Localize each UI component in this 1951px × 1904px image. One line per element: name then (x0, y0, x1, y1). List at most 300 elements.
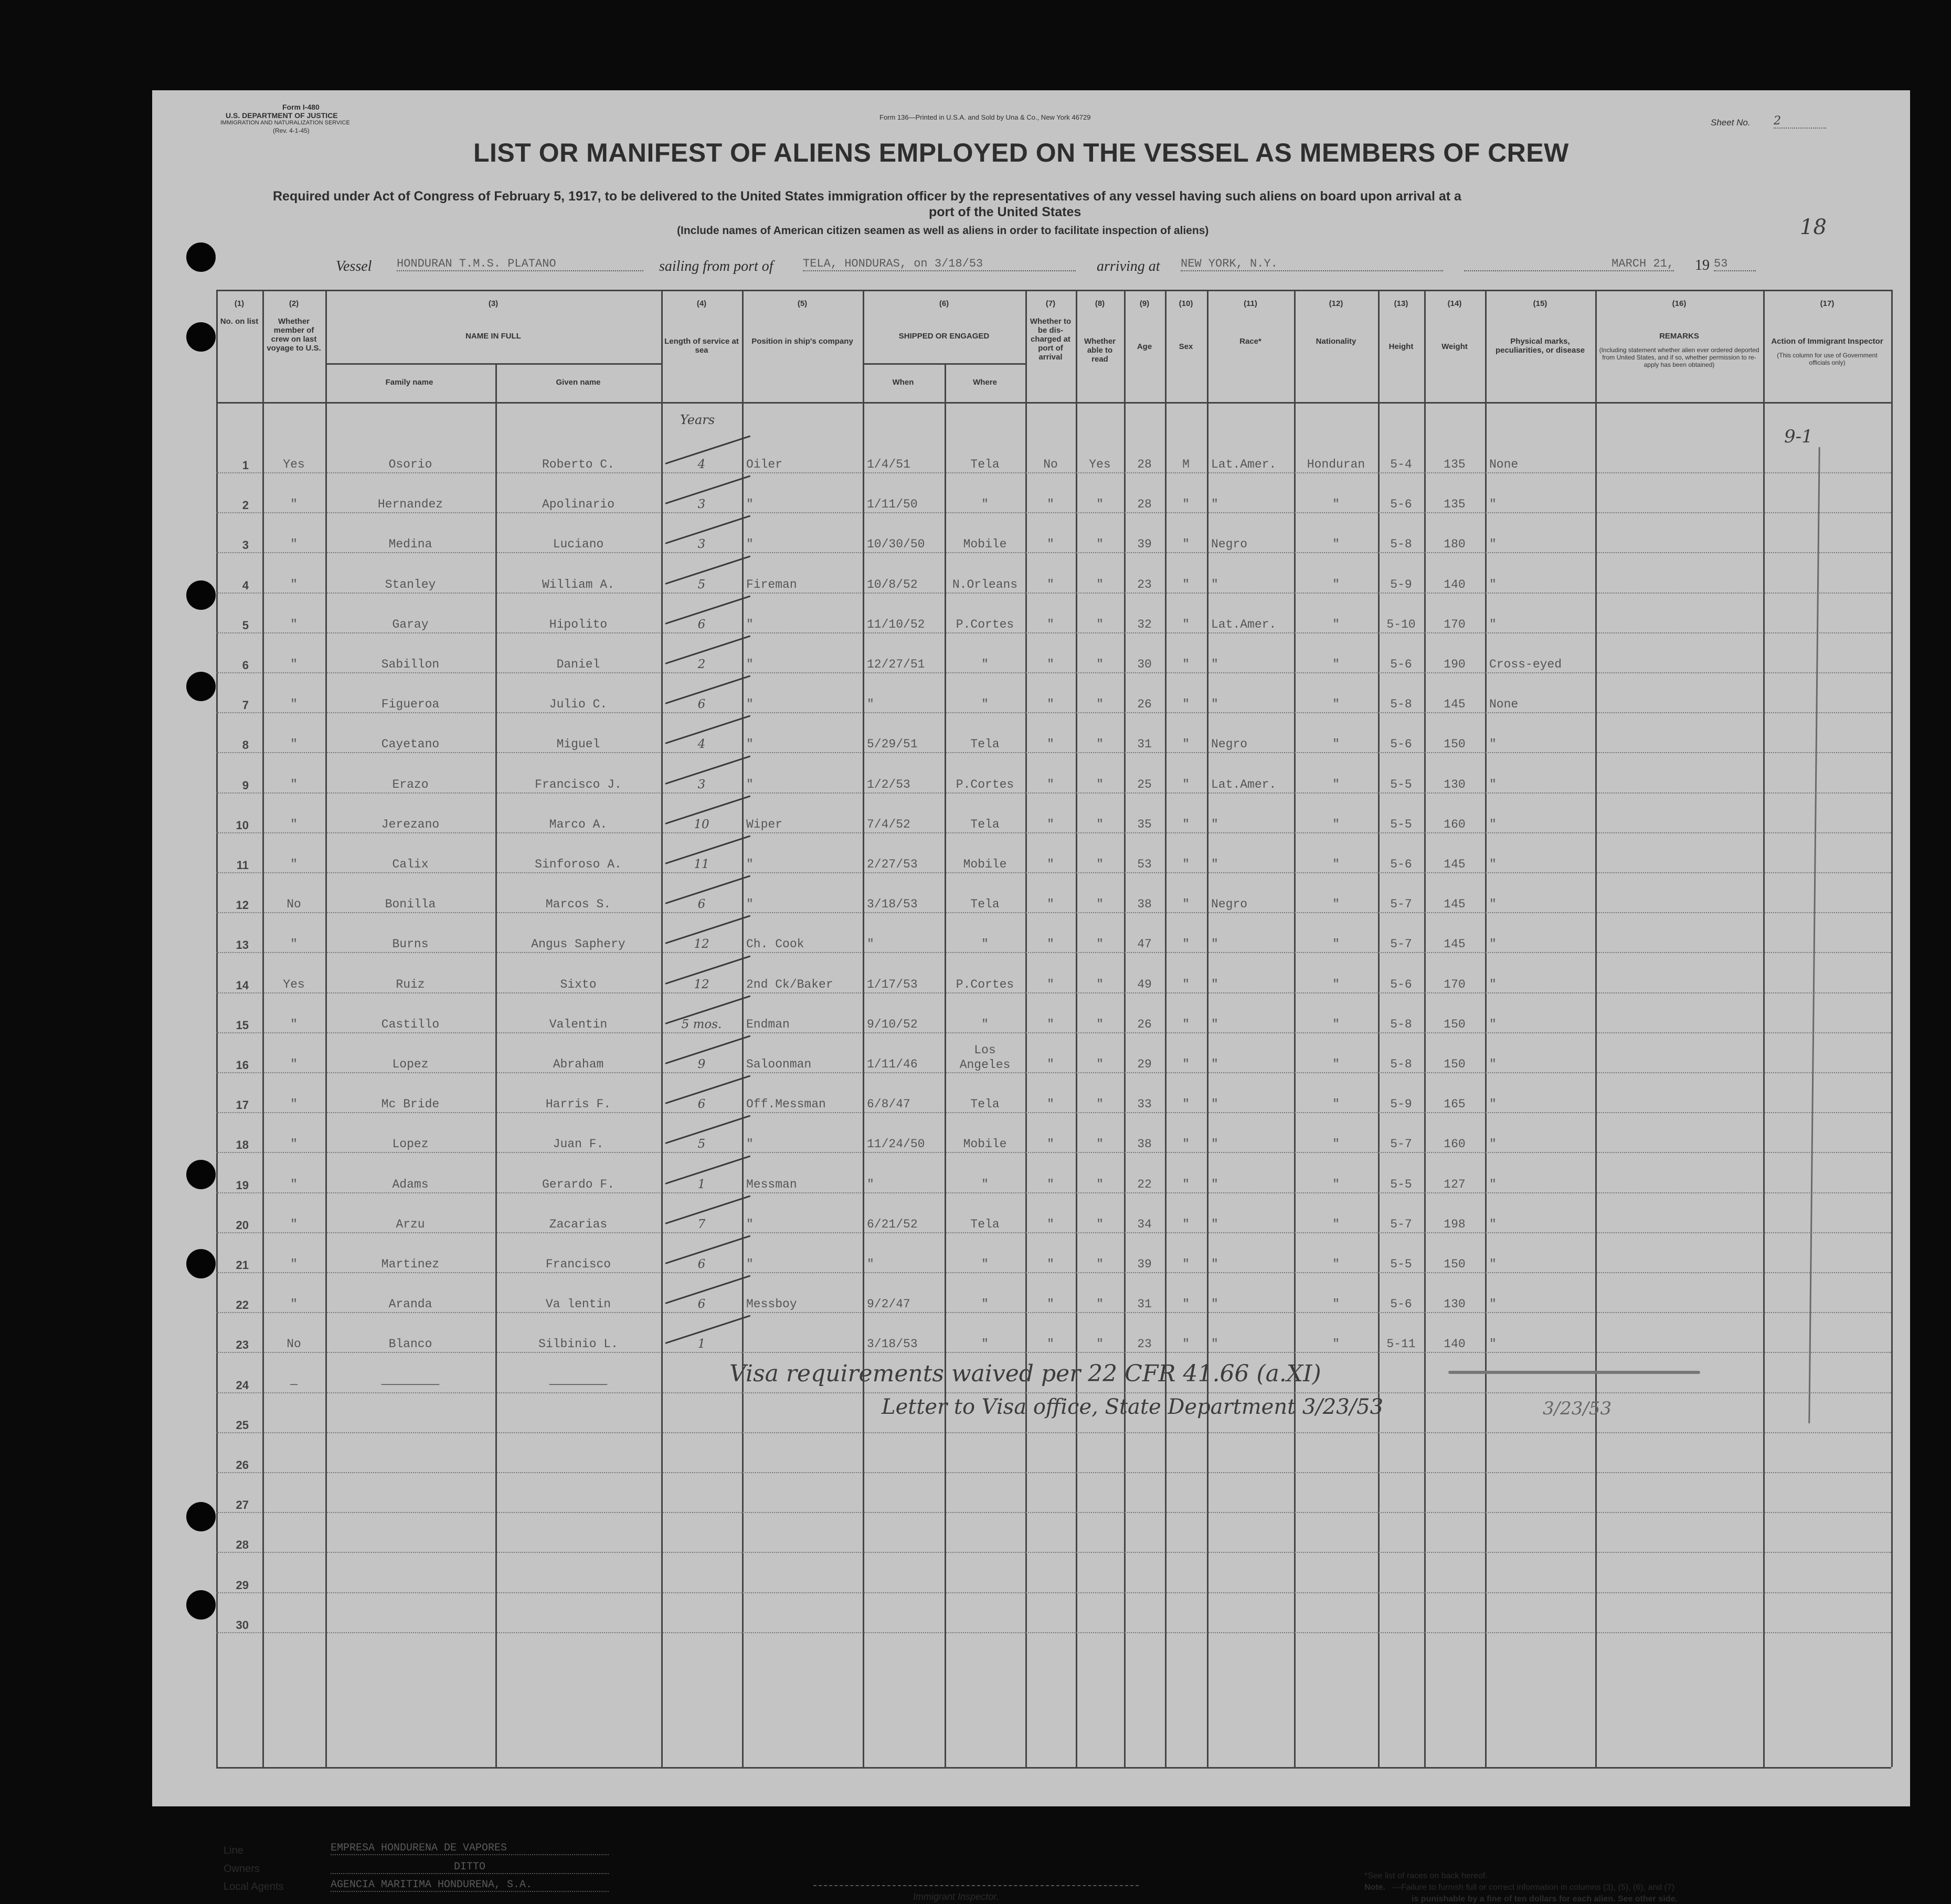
cell-sex: " (1182, 577, 1190, 591)
row-number: 26 (236, 1458, 249, 1472)
inspector-note: (This column for use of Government officials only) (1777, 352, 1878, 366)
cell-weight: 145 (1444, 897, 1466, 912)
cell-weight: 135 (1444, 498, 1466, 512)
arrival-year: 53 (1714, 257, 1756, 271)
cell-position: Off.Messman (746, 1097, 826, 1112)
row-number: 11 (236, 859, 249, 872)
cell-race: Lat.Amer. (1211, 458, 1277, 471)
shipped-subheader-border (863, 363, 1025, 365)
cell-height: 5-5 (1390, 817, 1412, 831)
cell-when: 10/8/52 (867, 577, 918, 591)
cell-weight: 145 (1444, 937, 1466, 951)
row-number: 4 (242, 578, 249, 592)
cell-service: 1 (697, 1177, 706, 1191)
cell-given: Luciano (553, 537, 604, 552)
cell-position: Wiper (746, 817, 783, 831)
cell-discharge: " (1047, 498, 1054, 512)
row-number: 22 (236, 1298, 249, 1312)
row-number: 2 (242, 499, 249, 512)
cell-height: 5-4 (1390, 458, 1412, 471)
cell-height: 5-10 (1386, 617, 1416, 631)
cell-marks: " (1489, 1257, 1497, 1271)
cell-race: " (1211, 1337, 1218, 1351)
cell-prev: " (290, 1097, 298, 1112)
cell-family: Erazo (392, 777, 429, 791)
cell-discharge: " (1047, 777, 1054, 791)
cell-prev: Yes (283, 458, 305, 471)
cell-service: 5 (697, 577, 706, 591)
cell-when: 7/4/52 (867, 817, 910, 831)
cell-marks: " (1489, 1177, 1497, 1191)
row-rule (216, 1592, 1891, 1593)
row-rule (216, 1552, 1891, 1553)
cell-age: 22 (1137, 1177, 1152, 1191)
cell-family: Lopez (392, 1137, 429, 1151)
cell-given: Harris F. (545, 1097, 611, 1112)
inspector-signature-line (813, 1885, 1139, 1886)
row-rule (216, 1032, 1891, 1033)
row-number: 13 (236, 938, 249, 952)
cell-read: " (1096, 1257, 1104, 1271)
service-name: IMMIGRATION AND NATURALIZATION SERVICE (220, 120, 350, 126)
row-rule (216, 1232, 1891, 1233)
cell-where: " (981, 1337, 989, 1351)
cell-race: Negro (1211, 897, 1248, 912)
given-name-header: Given name (556, 378, 601, 387)
cell-position: " (746, 498, 754, 512)
cell-read: " (1096, 577, 1104, 591)
row-number: 7 (242, 699, 249, 712)
family-name-header: Family name (385, 378, 433, 387)
cell-service: 10 (694, 817, 709, 831)
cell-service: 6 (697, 1257, 706, 1271)
cell-sex: " (1182, 1337, 1190, 1351)
column-divider (863, 290, 864, 1767)
cell-family: Cayetano (381, 737, 440, 752)
agents-value: AGENCIA MARITIMA HONDURENA, S.A. (331, 1879, 609, 1892)
column-divider (1025, 290, 1027, 1767)
cell-prev: " (290, 1217, 298, 1231)
cell-sex: " (1182, 1057, 1190, 1071)
cell-race: " (1211, 817, 1218, 831)
cell-sex: " (1182, 817, 1190, 831)
column-number: (17) (1820, 299, 1835, 308)
cell-marks: " (1489, 537, 1497, 552)
cell-sex: " (1182, 1097, 1190, 1112)
cell-family: ———————— (381, 1377, 440, 1391)
cell-read: " (1096, 1017, 1104, 1031)
column-label: Weight (1441, 342, 1468, 351)
cell-given: Sinforoso A. (535, 858, 622, 871)
cell-given: Apolinario (542, 498, 615, 512)
row-number: 5 (242, 618, 249, 632)
cell-marks: " (1489, 498, 1497, 512)
cell-weight: 130 (1444, 1297, 1466, 1311)
column-number: (10) (1179, 299, 1193, 308)
cell-service: 3 (697, 498, 706, 512)
column-number: (12) (1329, 299, 1343, 308)
cell-sex: " (1182, 897, 1190, 912)
cell-marks: " (1489, 897, 1497, 912)
column-label: REMARKS (1659, 332, 1699, 341)
cell-age: 34 (1137, 1217, 1152, 1231)
cell-family: Hernandez (377, 498, 443, 512)
cell-race: " (1211, 977, 1218, 991)
cell-discharge: " (1047, 617, 1054, 631)
column-divider (325, 290, 327, 1767)
handwritten-number: 18 (1800, 215, 1827, 239)
cell-prev: " (290, 537, 298, 552)
cell-nationality: " (1332, 777, 1340, 791)
cell-nationality: " (1332, 1337, 1340, 1351)
cell-given: Marcos S. (545, 897, 611, 912)
visa-office-letter-note: Letter to Visa office, State Department 3/23/53 (882, 1395, 1384, 1419)
cell-height: 5-5 (1390, 1257, 1412, 1271)
cell-marks: " (1489, 1057, 1497, 1071)
cell-height: 5-6 (1390, 977, 1412, 991)
cell-service: 11 (694, 858, 709, 871)
row-number: 20 (236, 1218, 249, 1232)
cell-family: Sabillon (381, 658, 440, 671)
row-number: 3 (242, 538, 249, 552)
cell-read: " (1096, 697, 1104, 712)
row-number: 30 (236, 1618, 249, 1632)
cell-nationality: " (1332, 697, 1340, 712)
cell-when: 2/27/53 (867, 858, 918, 871)
cell-where: " (981, 697, 989, 712)
cell-race: " (1211, 937, 1218, 951)
cell-sex: " (1182, 1177, 1190, 1191)
cell-height: 5-11 (1386, 1337, 1416, 1351)
cell-marks: " (1489, 937, 1497, 951)
cell-family: Lopez (392, 1057, 429, 1071)
cell-weight: 150 (1444, 737, 1466, 752)
table-bottom-border (216, 1767, 1891, 1769)
column-divider (1294, 290, 1296, 1767)
cell-position: " (746, 1257, 754, 1271)
cell-where: Tela (970, 817, 1000, 831)
cell-height: 5-5 (1390, 777, 1412, 791)
cell-read: " (1096, 897, 1104, 912)
cell-family: Osorio (388, 458, 432, 471)
cell-given: Angus Saphery (531, 937, 625, 951)
cell-marks: " (1489, 617, 1497, 631)
cell-when: 3/18/53 (867, 1337, 918, 1351)
printer-note: Form 136—Printed in U.S.A. and Sold by Una & Co., New York 46729 (879, 113, 1091, 121)
cell-discharge: " (1047, 937, 1054, 951)
cell-age: 35 (1137, 817, 1152, 831)
sheet-number: 2 (1774, 114, 1826, 129)
row-number: 8 (242, 738, 249, 752)
row-rule (216, 872, 1891, 873)
cell-age: 49 (1137, 977, 1152, 991)
cell-position: Endman (746, 1017, 790, 1031)
cell-nationality: " (1332, 617, 1340, 631)
cell-race: " (1211, 1057, 1218, 1071)
column-label: Sex (1179, 342, 1193, 351)
column-divider (1485, 290, 1487, 1767)
cell-service: 5 (697, 1137, 706, 1151)
cell-family: Adams (392, 1177, 429, 1191)
cell-weight: 180 (1444, 537, 1466, 552)
cell-age: 32 (1137, 617, 1152, 631)
cell-weight: 145 (1444, 858, 1466, 871)
cell-prev: " (290, 577, 298, 591)
cell-given: Sixto (560, 977, 597, 991)
cell-where: Tela (970, 1217, 1000, 1231)
column-number: (7) (1045, 299, 1056, 308)
cell-sex: " (1182, 658, 1190, 671)
cell-position: Messman (746, 1177, 797, 1191)
cell-marks: " (1489, 1017, 1497, 1031)
column-number: (5) (797, 299, 808, 308)
cell-race: " (1211, 498, 1218, 512)
row-rule (216, 952, 1891, 953)
cell-service: 12 (694, 977, 709, 991)
cell-sex: " (1182, 1137, 1190, 1151)
cell-age: 31 (1137, 737, 1152, 752)
cell-prev: " (290, 1057, 298, 1071)
cell-read: " (1096, 1337, 1104, 1351)
binder-hole (186, 1590, 216, 1620)
cell-age: 53 (1137, 858, 1152, 871)
cell-nationality: " (1332, 737, 1340, 752)
cell-marks: " (1489, 1217, 1497, 1231)
row-number: 17 (236, 1098, 249, 1112)
cell-prev: " (290, 737, 298, 752)
cell-race: " (1211, 1217, 1218, 1231)
cell-height: 5-6 (1390, 737, 1412, 752)
row-rule (216, 1272, 1891, 1273)
cell-nationality: " (1332, 1097, 1340, 1112)
cell-discharge: " (1047, 858, 1054, 871)
column-divider (1165, 290, 1167, 1767)
cell-family: Stanley (385, 577, 436, 591)
owners-value: DITTO (331, 1861, 609, 1874)
cell-service: 6 (697, 1297, 706, 1311)
column-label: Action of Immigrant Inspector (1771, 337, 1883, 346)
cell-sex: " (1182, 1017, 1190, 1031)
cell-where: Mobile (963, 1137, 1007, 1151)
cell-age: 28 (1137, 458, 1152, 471)
cell-age: 26 (1137, 697, 1152, 712)
cell-age: 23 (1137, 577, 1152, 591)
cell-given: Daniel (556, 658, 600, 671)
cell-service: 9 (697, 1057, 706, 1071)
row-rule (216, 1392, 1891, 1393)
row-rule (216, 1632, 1891, 1633)
cell-height: 5-8 (1390, 537, 1412, 552)
cell-nationality: " (1332, 858, 1340, 871)
cell-where: Tela (970, 1097, 1000, 1112)
cell-race: Negro (1211, 537, 1248, 552)
cell-discharge: " (1047, 1177, 1054, 1191)
row-rule (216, 1312, 1891, 1313)
cell-position: Fireman (746, 577, 797, 591)
column-number: (16) (1672, 299, 1687, 308)
column-label: NAME IN FULL (465, 332, 521, 341)
cell-service: 3 (697, 777, 706, 791)
cell-height: 5-6 (1390, 1297, 1412, 1311)
cell-position: " (746, 737, 754, 752)
inspector-mark: 9-1 (1784, 426, 1813, 447)
cell-read: " (1096, 777, 1104, 791)
column-divider (216, 290, 218, 1767)
cell-age: 28 (1137, 498, 1152, 512)
cell-prev: No (287, 897, 301, 912)
cell-where: Tela (970, 458, 1000, 471)
cell-weight: 198 (1444, 1217, 1466, 1231)
cell-discharge: " (1047, 1017, 1054, 1031)
cell-prev: " (290, 1177, 298, 1191)
cell-sex: " (1182, 1217, 1190, 1231)
arrival-date: MARCH 21, (1464, 257, 1674, 271)
cell-discharge: " (1047, 1297, 1054, 1311)
cell-family: Mc Bride (381, 1097, 440, 1112)
cell-height: 5-8 (1390, 1057, 1412, 1071)
row-rule (216, 792, 1891, 794)
cell-sex: " (1182, 1257, 1190, 1271)
cell-given: Julio C. (549, 697, 608, 712)
column-divider (742, 290, 744, 1767)
cell-given: Juan F. (553, 1137, 604, 1151)
cell-age: 38 (1137, 1137, 1152, 1151)
cell-prev: " (290, 937, 298, 951)
column-number: (4) (696, 299, 707, 308)
cell-family: Ruiz (396, 977, 425, 991)
cell-position: " (746, 777, 754, 791)
cell-where: " (981, 937, 989, 951)
cell-service: 6 (697, 617, 706, 631)
cell-sex: " (1182, 737, 1190, 752)
cell-nationality: " (1332, 937, 1340, 951)
cell-given: Silbinio L. (538, 1337, 618, 1351)
cell-discharge: No (1043, 458, 1058, 471)
cell-given: William A. (542, 577, 615, 591)
cell-given: Francisco J. (535, 777, 622, 791)
cell-read: " (1096, 737, 1104, 752)
note-label: Note. (1364, 1883, 1385, 1892)
cell-discharge: " (1047, 577, 1054, 591)
cell-sex: " (1182, 1297, 1190, 1311)
cell-service: 6 (697, 897, 706, 912)
cell-height: 5-7 (1390, 1217, 1412, 1231)
line-label: Line (224, 1845, 243, 1856)
cell-when: 1/11/50 (867, 498, 918, 512)
cell-discharge: " (1047, 697, 1054, 712)
cell-height: 5-5 (1390, 1177, 1412, 1191)
cell-given: Gerardo F. (542, 1177, 615, 1191)
row-rule (216, 832, 1891, 833)
cell-discharge: " (1047, 1057, 1054, 1071)
cell-where: " (981, 1297, 989, 1311)
cell-height: 5-9 (1390, 1097, 1412, 1112)
cell-read: Yes (1089, 458, 1111, 471)
cell-discharge: " (1047, 1217, 1054, 1231)
row-rule (216, 1072, 1891, 1073)
cell-age: 26 (1137, 1017, 1152, 1031)
cell-where: P.Cortes (956, 977, 1014, 991)
cell-given: Hipolito (549, 617, 608, 631)
cell-position: 2nd Ck/Baker (746, 977, 833, 991)
cell-read: " (1096, 537, 1104, 552)
inspector-label: Immigrant Inspector. (913, 1891, 999, 1902)
row-number: 6 (242, 659, 249, 672)
cell-height: 5-9 (1390, 577, 1412, 591)
cell-height: 5-6 (1390, 858, 1412, 871)
cell-height: 5-6 (1390, 498, 1412, 512)
cell-discharge: " (1047, 737, 1054, 752)
cell-prev: Yes (283, 977, 305, 991)
signature-scribble (1448, 1371, 1700, 1374)
cell-age: 47 (1137, 937, 1152, 951)
cell-race: " (1211, 1177, 1218, 1191)
column-number: (9) (1139, 299, 1150, 308)
row-rule (216, 672, 1891, 673)
cell-when: 1/17/53 (867, 977, 918, 991)
sheet-label: Sheet No. (1711, 118, 1751, 128)
cell-weight: 150 (1444, 1017, 1466, 1031)
page-title: LIST OR MANIFEST OF ALIENS EMPLOYED ON THE VESSEL AS MEMBERS OF CREW (473, 138, 1569, 167)
cell-weight: 170 (1444, 617, 1466, 631)
vessel-name: HONDURAN T.M.S. PLATANO (397, 257, 643, 271)
cell-marks: " (1489, 777, 1497, 791)
row-number: 18 (236, 1138, 249, 1152)
cell-family: Jerezano (381, 817, 440, 831)
binder-hole (186, 242, 216, 272)
cell-family: Figueroa (381, 697, 440, 712)
row-rule (216, 992, 1891, 993)
cell-nationality: " (1332, 1257, 1340, 1271)
cell-family: Garay (392, 617, 429, 631)
cell-given: Marco A. (549, 817, 608, 831)
vessel-label: Vessel (336, 258, 372, 274)
cell-weight: 145 (1444, 697, 1466, 712)
cell-marks: " (1489, 1137, 1497, 1151)
cell-given: Roberto C. (542, 458, 615, 471)
row-number: 27 (236, 1498, 249, 1512)
column-divider (495, 363, 497, 1767)
cell-weight: 140 (1444, 1337, 1466, 1351)
arriving-label: arriving at (1097, 258, 1160, 274)
note-text-1: —Failure to furnish full or correct information in columns (3), (5), (6), and (7) (1393, 1883, 1675, 1892)
cell-nationality: " (1332, 1017, 1340, 1031)
column-divider (661, 290, 663, 1767)
cell-service: 4 (697, 458, 706, 471)
cell-race: " (1211, 697, 1218, 712)
cell-prev: " (290, 1137, 298, 1151)
cell-where: Los Angeles (959, 1043, 1011, 1072)
cell-marks: " (1489, 817, 1497, 831)
cell-family: Medina (388, 537, 432, 552)
cell-marks: " (1489, 1337, 1497, 1351)
binder-hole (186, 1160, 216, 1189)
remarks-note: (Including statement whether alien ever ordered deported from United States, and if so, whether permission to re-apply has been obtained) (1599, 346, 1759, 368)
column-label: SHIPPED OR ENGAGED (898, 332, 990, 341)
cell-when: 11/10/52 (867, 617, 925, 631)
row-rule (216, 1432, 1891, 1433)
cell-service: 7 (697, 1217, 706, 1231)
cell-sex: " (1182, 937, 1190, 951)
row-rule (216, 632, 1891, 633)
cell-discharge: " (1047, 1337, 1054, 1351)
cell-prev: " (290, 777, 298, 791)
cell-position: " (746, 858, 754, 871)
manifest-sheet (152, 90, 1910, 1903)
cell-weight: 160 (1444, 1137, 1466, 1151)
row-rule (216, 752, 1891, 753)
cell-service: 1 (697, 1337, 706, 1351)
